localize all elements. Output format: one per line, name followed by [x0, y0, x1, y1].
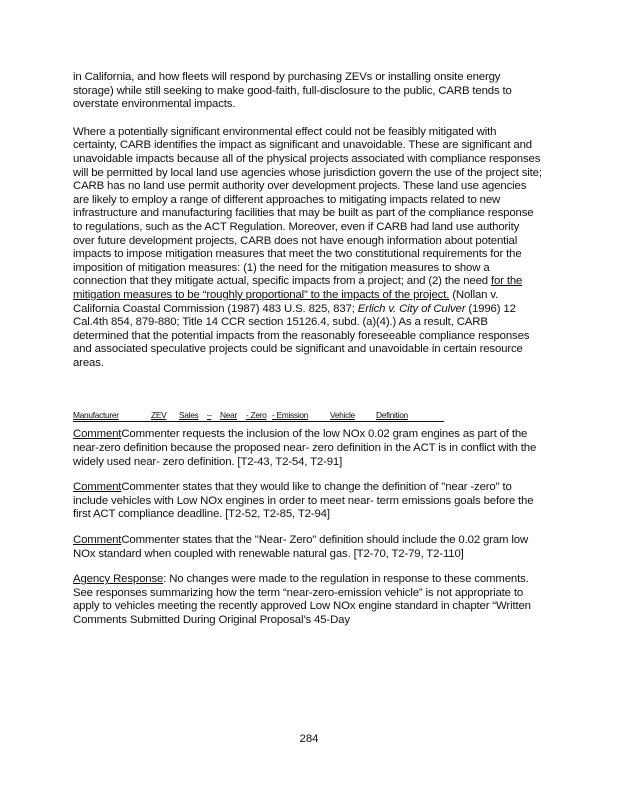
mitigation-underlined-text: for the mitigation measures to be “roughly proportional” to the impacts of the project. [73, 275, 523, 301]
page-number: 284 [299, 733, 319, 745]
header-manufacturer: Manufacturer [73, 410, 119, 421]
header-zev: ZEV [151, 410, 167, 421]
paragraph-fleets: in California, and how fleets will respond by purchasing ZEVs or installing onsite energy storage) while still seeking to make good-faith, full-disclosure to the public, CARB tends to overstate environmental impacts. [73, 71, 512, 111]
paragraph-mitigation [73, 126, 543, 371]
header-dash: – [207, 410, 212, 421]
comment-text: Commenter states that they would like to change the definition of "near -zero" to include vehicles with Low NOx engines in order to meet near- term emissions goals before the first ACT compliance deadline. [T2-52, T2-85, T2-94] [73, 481, 534, 521]
header-emission: - Emission [272, 410, 309, 421]
agency-response-label: Agency Response [73, 573, 164, 586]
mitigation-text-2: (Nollan v. California Coastal Commission (1987) 483 U.S. 825, 837; [73, 288, 499, 315]
header-vehicle: Vehicle [330, 410, 355, 421]
header-definition: Definition [376, 410, 408, 421]
agency-response-text: : No changes were made to the regulation in response to these comments. See responses summarizing how the term “near-zero-emission vehicle” is not appropriate to apply to vehicles meeting the recently approved Low NOx engine standard in chapter “Written Comments Submitted During Original Proposal’s 45-Day [73, 573, 531, 626]
document-page [73, 71, 543, 628]
comment-3 [73, 534, 543, 561]
comment-1 [73, 428, 543, 469]
mitigation-text-1: Where a potentially significant environmental effect could not be feasibly mitigated with certainty, CARB identifies the impact as significant and unavoidable. These are significant and unavoidable impacts because all of the physical projects associated with compliance responses will be permitted by local land use agencies whose jurisdiction govern the use of the project site; CARB has no land use permit authority over development projects. These land use agencies are likely to employ a range of different approaches to mitigating impacts related to new infrastructure and manufacturing facilities that may be built as part of the compliance response to regulations, such as the ACT Regulation. Moreover, even if CARB had land use authority over future development projects, CARB does not have enough information about potential impacts to impose mitigation measures that meet the two constitutional requirements for the imposition of mitigation measures: (1) the need for the mitigation measures to show a connection that they mitigate actual, specific impacts from a project; and (2) the need [73, 125, 542, 288]
mitigation-text-3: (1996) 12 Cal.4th 854, 879-880; Title 14 CCR section 15126.4, subd. (a)(4).) As a result, CARB determined that the potential impacts from the reasonably foreseeable compliance responses and associated speculative projects could be significant and unavoidable in certain resource areas. [73, 302, 530, 369]
comment-text: Commenter requests the inclusion of the low NOx 0.02 gram engines as part of the near-zero definition because the proposed near- zero definition in the ACT is in conflict with the widely used near- zero definition. [T2-43, T2-54, T2-91] [73, 428, 537, 468]
header-near: Near [220, 410, 237, 421]
comment-2 [73, 481, 543, 522]
header-sales: Sales [179, 410, 199, 421]
header-zero: - Zero [246, 410, 267, 421]
table-header-row [73, 410, 444, 422]
comment-label: Comment [73, 481, 122, 494]
case-citation-italic: Erlich v. City of Culver [357, 302, 466, 315]
comment-label: Comment [73, 534, 122, 547]
agency-response [73, 573, 543, 627]
comment-label: Comment [73, 428, 122, 441]
comment-text: Commenter states that the "Near- Zero" definition should include the 0.02 gram low NOx standard when coupled with renewable natural gas. [T2-70, T2-79, T2-110] [73, 534, 529, 560]
